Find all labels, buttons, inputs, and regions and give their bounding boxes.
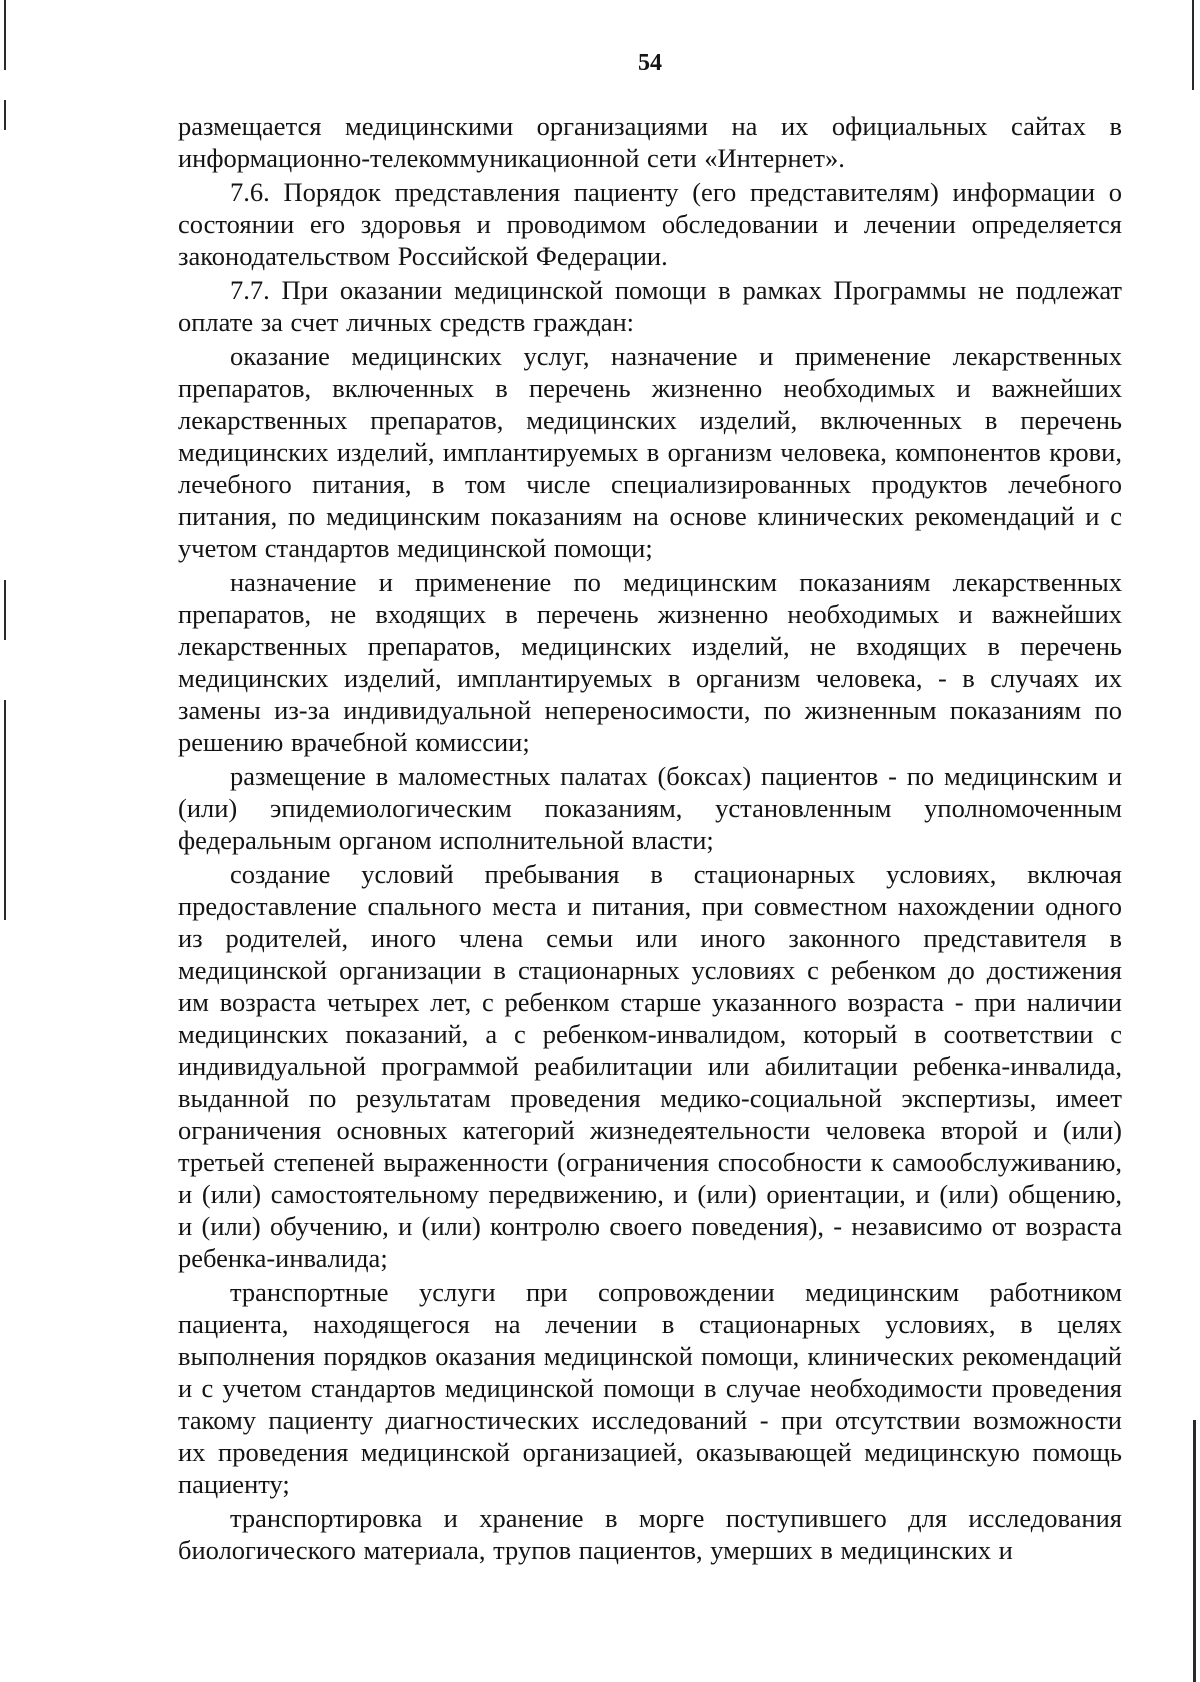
paragraph: размещается медицинскими организациями на их официальных сайтах в информационно-телекоммуникационной сети «Интернет». — [178, 111, 1122, 173]
paragraph: транспортные услуги при сопровождении медицинским работником пациента, находящегося на лечении в стационарных условиях, в целях выполнения порядков оказания медицинской помощи, клинических рекомендаций и с учетом стандартов медицинской помощи в случае необходимости проведения такому пациенту диагностических исследований - при отсутствии возможности их проведения медицинской организацией, оказывающей медицинскую помощь пациенту; — [178, 1277, 1122, 1499]
paragraph: назначение и применение по медицинским показаниям лекарственных препаратов, не входящих в перечень жизненно необходимых и важнейших лекарственных препаратов, медицинских изделий, не входящих в перечень медицинских изделий, имплантируемых в организм человека, - в случаях их замены из-за индивидуальной непереносимости, по жизненным показаниям по решению врачебной комиссии; — [178, 567, 1122, 757]
paragraph: 7.7. При оказании медицинской помощи в рамках Программы не подлежат оплате за счет личных средств граждан: — [178, 275, 1122, 337]
paragraph: 7.6. Порядок представления пациенту (его представителям) информации о состоянии его здоровья и проводимом обследовании и лечении определяется законодательством Российской Федерации. — [178, 177, 1122, 271]
scan-edge-left — [4, 700, 6, 920]
paragraph: создание условий пребывания в стационарных условиях, включая предоставление спального места и питания, при совместном нахождении одного из родителей, иного члена семьи или иного законного представителя в медицинской организации в стационарных условиях с ребенком до достижения им возраста четырех лет, с ребенком старше указанного возраста - при наличии медицинских показаний, а с ребенком-инвалидом, который в соответствии с индивидуальной программой реабилитации или абилитации ребенка-инвалида, выданной по результатам проведения медико-социальной экспертизы, имеет ограничения основных категорий жизнедеятельности человека второй и (или) третьей степеней выраженности (ограничения способности к самообслуживанию, и (или) самостоятельному передвижению, и (или) ориентации, и (или) общению, и (или) обучению, и (или) контролю своего поведения), - независимо от возраста ребенка-инвалида; — [178, 859, 1122, 1273]
paragraph: транспортировка и хранение в морге поступившего для исследования биологического материала, трупов пациентов, умерших в медицинских и — [178, 1503, 1122, 1565]
scan-edge-right — [1193, 1420, 1196, 1682]
paragraph: размещение в маломестных палатах (боксах) пациентов - по медицинским и (или) эпидемиологическим показаниям, установленным уполномоченным федеральным органом исполнительной власти; — [178, 761, 1122, 855]
scan-edge-left — [4, 100, 6, 130]
scan-edge-left — [4, 580, 6, 640]
page-number: 54 — [638, 50, 662, 76]
paragraph: оказание медицинских услуг, назначение и применение лекарственных препаратов, включенных в перечень жизненно необходимых и важнейших лекарственных препаратов, медицинских изделий, включенных в перечень медицинских изделий, имплантируемых в организм человека, компонентов крови, лечебного питания, в том числе специализированных продуктов лечебного питания, по медицинским показаниям на основе клинических рекомендаций и с учетом стандартов медицинской помощи; — [178, 341, 1122, 563]
document-body — [178, 110, 1122, 1566]
